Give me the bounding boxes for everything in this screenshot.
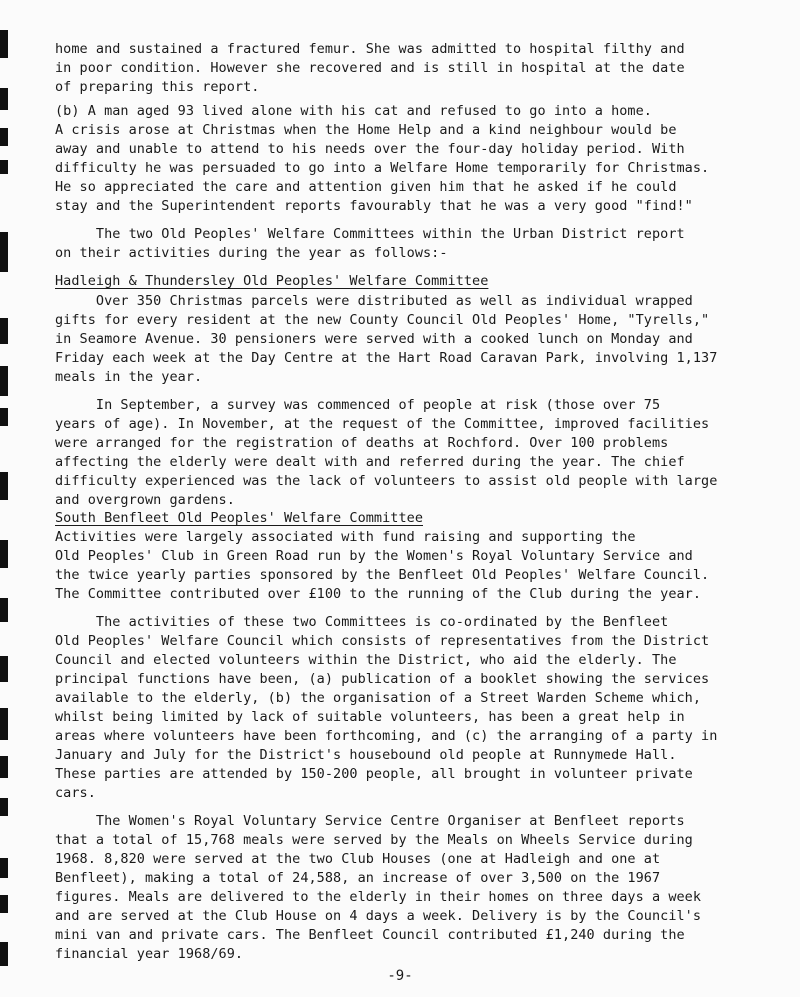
text-line: Old Peoples' Welfare Council which consists of representatives from the District (55, 633, 710, 649)
text-line: These parties are attended by 150-200 people, all brought in volunteer private (55, 766, 693, 782)
text-line: home and sustained a fractured femur. She was admitted to hospital filthy and (55, 41, 685, 57)
text-line: (b) A man aged 93 lived alone with his cat and refused to go into a home. (55, 103, 652, 119)
text-line: The Women's Royal Voluntary Service Centre Organiser at Benfleet reports (55, 813, 685, 829)
text-line: cars. (55, 785, 96, 801)
text-line: stay and the Superintendent reports favourably that he was a very good "find!" (55, 198, 693, 214)
text-line: 1968. 8,820 were served at the two Club Houses (one at Hadleigh and one at (55, 851, 661, 867)
text-line: on their activities during the year as follows:- (55, 245, 448, 261)
binding-mark (0, 30, 8, 58)
text-line: Council and elected volunteers within the District, who aid the elderly. The (55, 652, 677, 668)
text-line: mini van and private cars. The Benfleet Council contributed £1,240 during the (55, 927, 685, 943)
text-line: figures. Meals are delivered to the elderly in their homes on three days a week (55, 889, 702, 905)
text-line: of preparing this report. (55, 79, 260, 95)
text-line: The Committee contributed over £100 to the running of the Club during the year. (55, 586, 702, 602)
text-line: The two Old Peoples' Welfare Committees within the Urban District report (55, 226, 685, 242)
section-heading: South Benfleet Old Peoples' Welfare Committee (55, 510, 423, 526)
text-line: in Seamore Avenue. 30 pensioners were served with a cooked lunch on Monday and (55, 331, 693, 347)
text-line: Old Peoples' Club in Green Road run by the Women's Royal Voluntary Service and (55, 548, 693, 564)
text-line: the twice yearly parties sponsored by the Benfleet Old Peoples' Welfare Council. (55, 567, 710, 583)
text-line: Benfleet), making a total of 24,588, an increase of over 3,500 on the 1967 (55, 870, 661, 886)
binding-mark (0, 798, 8, 816)
binding-mark (0, 598, 8, 622)
text-line: difficulty he was persuaded to go into a Welfare Home temporarily for Christmas. (55, 160, 710, 176)
binding-mark (0, 756, 8, 778)
text-line: He so appreciated the care and attention given him that he asked if he could (55, 179, 677, 195)
text-line: In September, a survey was commenced of people at risk (those over 75 (55, 397, 661, 413)
text-line: away and unable to attend to his needs over the four-day holiday period. With (55, 141, 685, 157)
binding-mark (0, 656, 8, 682)
text-line: financial year 1968/69. (55, 946, 244, 962)
page-number: -9- (387, 968, 413, 984)
binding-mark (0, 858, 8, 878)
text-line: Friday each week at the Day Centre at the Hart Road Caravan Park, involving 1,137 (55, 350, 718, 366)
text-line: meals in the year. (55, 369, 203, 385)
text-line: areas where volunteers have been forthcoming, and (c) the arranging of a party in (55, 728, 718, 744)
text-line: Over 350 Christmas parcels were distributed as well as individual wrapped (55, 293, 693, 309)
binding-mark (0, 318, 8, 344)
binding-mark (0, 232, 8, 272)
text-line: The activities of these two Committees is co-ordinated by the Benfleet (55, 614, 669, 630)
text-line: Activities were largely associated with fund raising and supporting the (55, 529, 636, 545)
text-line: were arranged for the registration of deaths at Rochford. Over 100 problems (55, 435, 669, 451)
binding-mark (0, 160, 8, 174)
text-line: January and July for the District's housebound old people at Runnymede Hall. (55, 747, 677, 763)
binding-mark (0, 708, 8, 740)
text-line: gifts for every resident at the new County Council Old Peoples' Home, "Tyrells," (55, 312, 710, 328)
section-heading: Hadleigh & Thundersley Old Peoples' Welfare Committee (55, 273, 489, 289)
text-line: and overgrown gardens. (55, 492, 235, 508)
text-line: in poor condition. However she recovered and is still in hospital at the date (55, 60, 685, 76)
binding-mark (0, 472, 8, 500)
text-line: affecting the elderly were dealt with and referred during the year. The chief (55, 454, 685, 470)
binding-mark (0, 88, 8, 110)
binding-mark (0, 128, 8, 146)
text-line: principal functions have been, (a) publication of a booklet showing the services (55, 671, 710, 687)
text-line: and are served at the Club House on 4 days a week. Delivery is by the Council's (55, 908, 702, 924)
binding-mark (0, 408, 8, 426)
text-line: difficulty experienced was the lack of volunteers to assist old people with large (55, 473, 718, 489)
text-line: that a total of 15,768 meals were served by the Meals on Wheels Service during (55, 832, 693, 848)
binding-mark (0, 942, 8, 966)
binding-mark (0, 540, 8, 568)
text-line: available to the elderly, (b) the organisation of a Street Warden Scheme which, (55, 690, 702, 706)
text-line: years of age). In November, at the request of the Committee, improved facilities (55, 416, 710, 432)
binding-mark (0, 895, 8, 913)
binding-mark (0, 366, 8, 396)
text-line: whilst being limited by lack of suitable volunteers, has been a great help in (55, 709, 685, 725)
text-line: A crisis arose at Christmas when the Home Help and a kind neighbour would be (55, 122, 677, 138)
